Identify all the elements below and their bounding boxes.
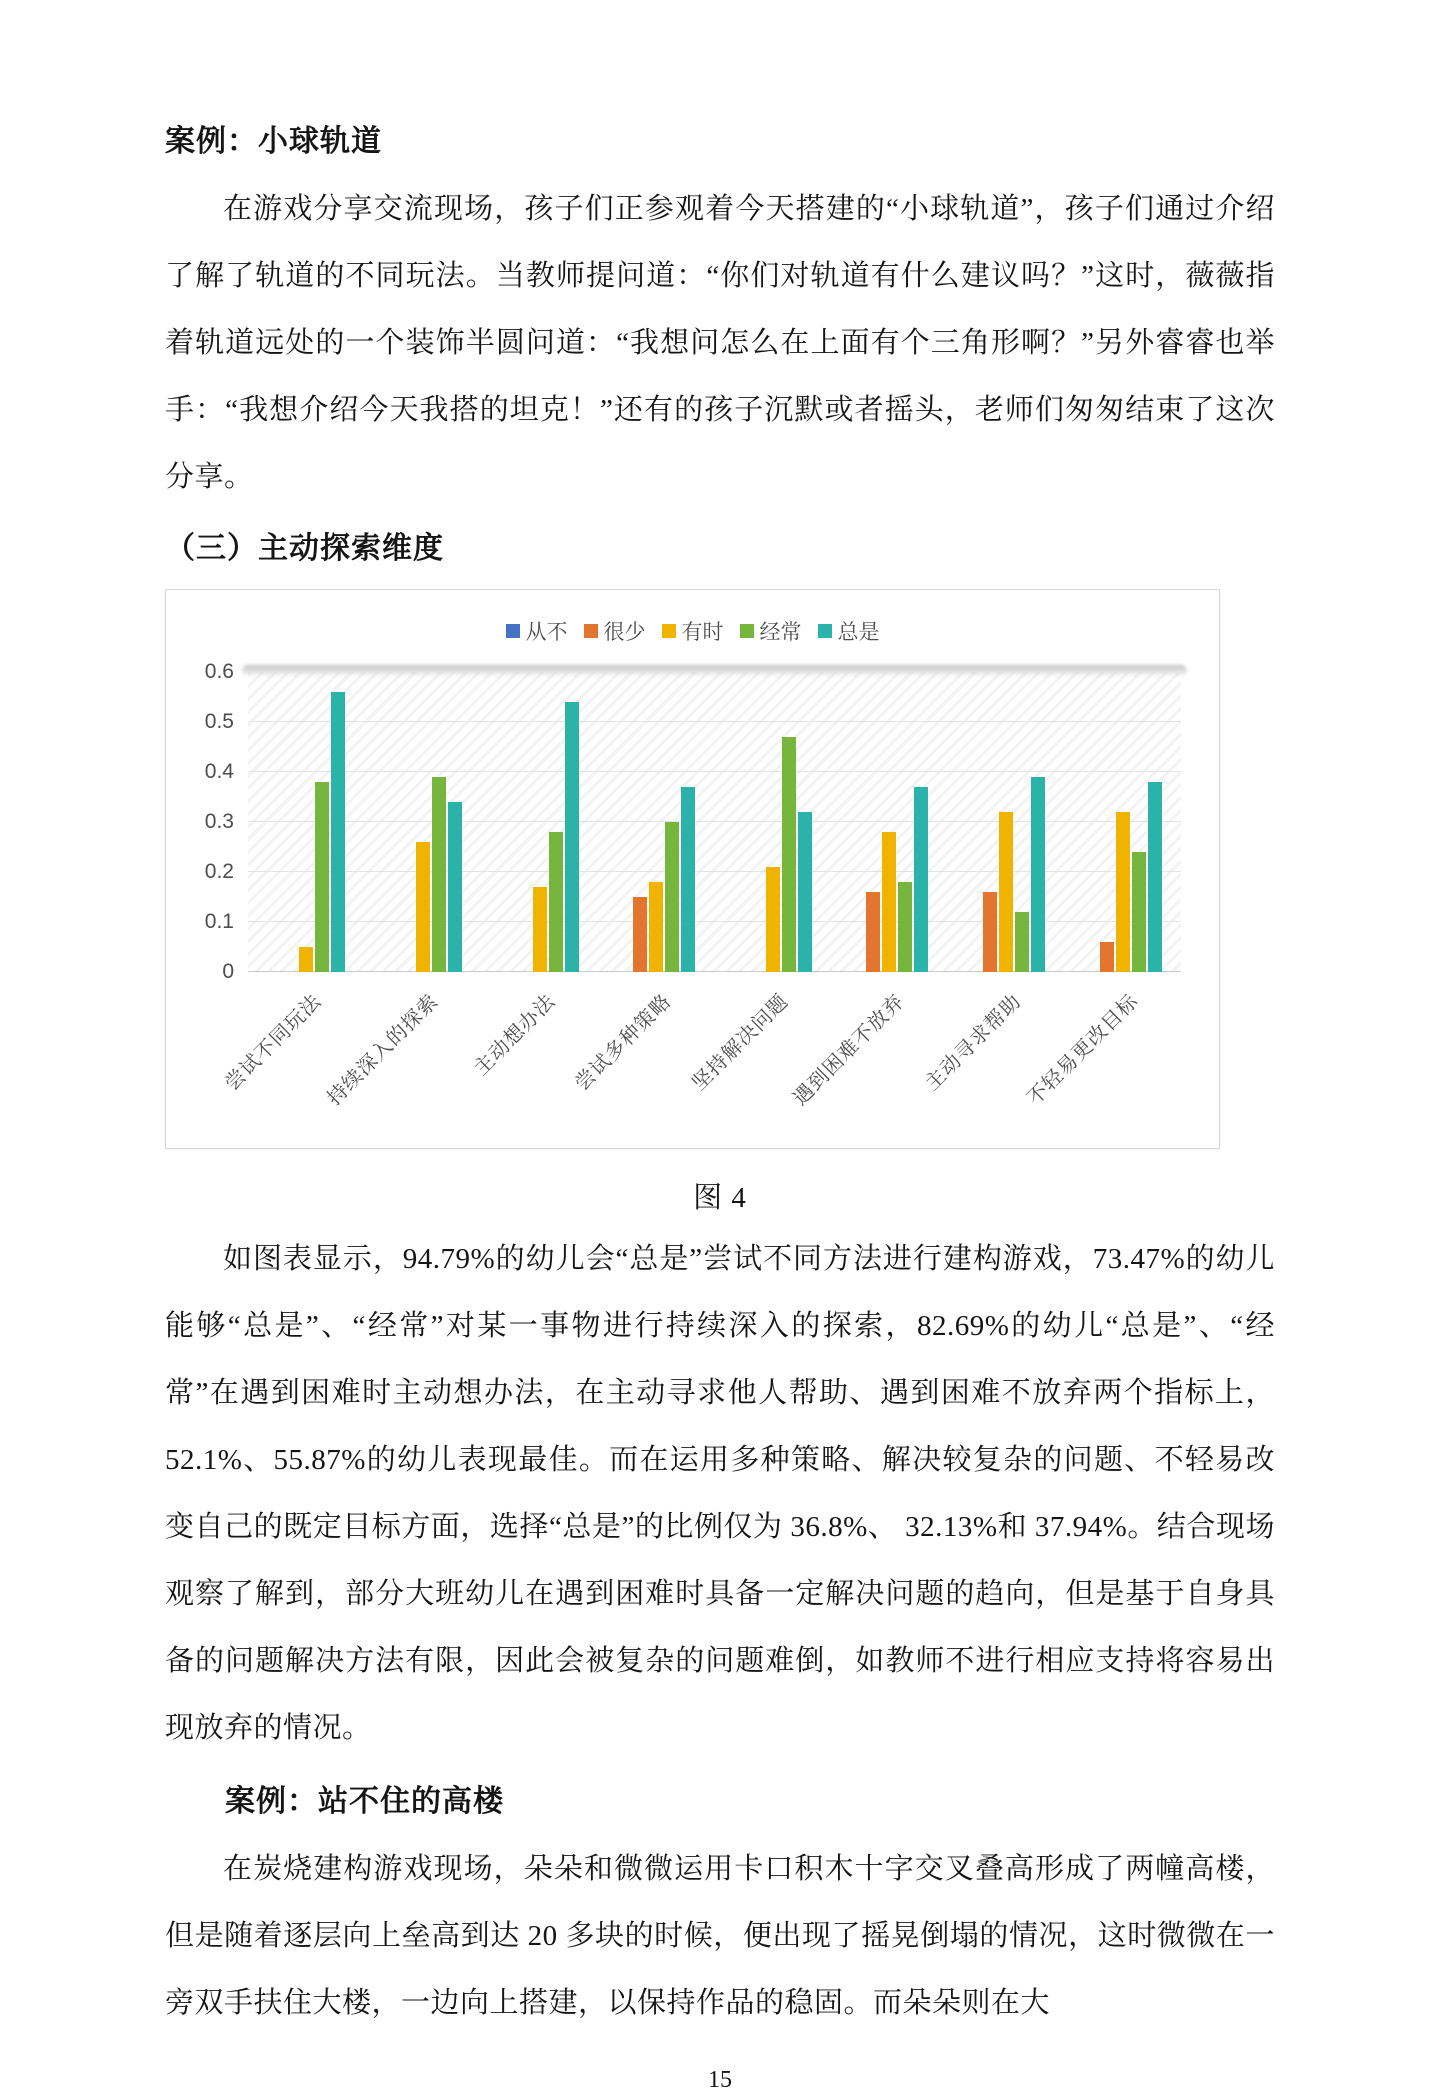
figure-caption: 图 4 (693, 1182, 747, 1214)
chart-plot-area (204, 660, 1181, 983)
figure-4-chart (165, 589, 1220, 1149)
x-axis-category-label: 遇到困难不放弃 (789, 990, 910, 1110)
chart-x-axis-labels (221, 980, 1181, 1140)
bar-总是 (565, 702, 579, 972)
legend-swatch-icon (662, 624, 676, 638)
y-axis-tick-label: 0.4 (204, 760, 234, 783)
bar-有时 (416, 842, 430, 972)
legend-item-经常 (740, 616, 802, 646)
paragraph-case1: 在游戏分享交流现场，孩子们正参观着今天搭建的“小球轨道”，孩子们通过介绍了解了轨道的不同玩法。当教师提问道：“你们对轨道有什么建议吗？”这时，薇薇指着轨道远处的一个装饰半圆问道：“我想问怎么在上面有个三角形啊？”另外睿睿也举手：“我想介绍今天我搭的坦克！”还有的孩子沉默或者摇头，老师们匆匆结束了这次分享。 (165, 193, 1275, 493)
bar-经常 (782, 737, 796, 972)
bar-有时 (649, 882, 663, 972)
x-axis-category-label: 主动寻求帮助 (921, 990, 1026, 1095)
x-axis-category-label: 尝试多种策略 (571, 990, 676, 1095)
bar-很少 (983, 892, 997, 972)
bar-group-6 (831, 672, 948, 972)
bar-很少 (866, 892, 880, 972)
bar-group-1 (248, 672, 365, 972)
bar-经常 (432, 777, 446, 972)
bar-总是 (914, 787, 928, 972)
x-axis-category-label: 尝试不同玩法 (221, 990, 327, 1095)
bar-group-5 (715, 672, 832, 972)
bar-经常 (898, 882, 912, 972)
bar-group-3 (481, 672, 598, 972)
x-axis-category-label: 坚持解决问题 (687, 990, 793, 1095)
legend-item-总是 (818, 616, 880, 646)
legend-item-很少 (584, 616, 646, 646)
bar-总是 (448, 802, 462, 972)
bar-有时 (533, 887, 547, 972)
bar-经常 (315, 782, 329, 972)
case1-heading: 案例：小球轨道 (165, 125, 382, 158)
legend-swatch-icon (740, 624, 754, 638)
bar-group-2 (365, 672, 482, 972)
legend-label: 总是 (837, 621, 880, 644)
bar-有时 (299, 947, 313, 972)
y-axis-tick-label: 0.2 (204, 860, 234, 883)
legend-label: 从不 (525, 621, 568, 644)
x-axis-category-label: 持续深入的探索 (323, 990, 443, 1110)
x-axis-category-label: 不轻易更改目标 (1022, 990, 1143, 1110)
bar-group-7 (948, 672, 1065, 972)
bar-group-4 (598, 672, 715, 972)
bar-总是 (798, 812, 812, 972)
bar-总是 (681, 787, 695, 972)
bar-总是 (1031, 777, 1045, 972)
y-axis-tick-label: 0 (222, 960, 234, 983)
bar-经常 (665, 822, 679, 972)
page-number: 15 (708, 2067, 732, 2093)
legend-item-从不 (506, 616, 568, 646)
legend-label: 有时 (681, 621, 724, 644)
paragraph-analysis: 如图表显示，94.79%的幼儿会“总是”尝试不同方法进行建构游戏，73.47%的幼儿能够“总是”、“经常”对某一事物进行持续深入的探索，82.69%的幼儿“总是”、“经常”在遇到困难时主动想办法，在主动寻求他人帮助、遇到困难不放弃两个指标上，52.1%、55.87%的幼儿表现最佳。而在运用多种策略、解决较复杂的问题、不轻易改变自己的既定目标方面，选择“总是”的比例仅为 36.8%、 32.13%和 37.94%。结合现场观察了解到，部分大班幼儿在遇到困难时具备一定解决问题的趋向，但是基于自身具备的问题解决方法有限，因此会被复杂的问题难倒，如教师不进行相应支持将容易出现放弃的情况。 (165, 1243, 1275, 1744)
legend-label: 很少 (603, 621, 646, 644)
bar-经常 (1015, 912, 1029, 972)
x-axis-category-label: 主动想办法 (469, 990, 560, 1081)
chart-legend (166, 616, 1219, 646)
bar-有时 (999, 812, 1013, 972)
paragraph-case2: 在炭烧建构游戏现场，朵朵和微微运用卡口积木十字交叉叠高形成了两幢高楼，但是随着逐层向上垒高到达 20 多块的时候，便出现了摇晃倒塌的情况，这时微微在一旁双手扶住大楼，一边向上搭建，以保持作品的稳固。而朵朵则在大 (165, 1853, 1275, 2019)
y-axis-tick-label: 0.5 (204, 710, 234, 733)
bar-很少 (1100, 942, 1114, 972)
bar-经常 (1132, 852, 1146, 972)
y-axis-tick-label: 0.1 (204, 910, 234, 933)
legend-label: 经常 (759, 621, 802, 644)
bar-有时 (1116, 812, 1130, 972)
y-axis-tick-label: 0.6 (204, 660, 234, 683)
bar-group-8 (1064, 672, 1181, 972)
bar-groups (248, 672, 1181, 972)
y-axis-tick-label: 0.3 (204, 810, 234, 833)
bar-有时 (766, 867, 780, 972)
legend-swatch-icon (584, 624, 598, 638)
bar-很少 (633, 897, 647, 972)
section-heading: （三）主动探索维度 (165, 532, 444, 565)
bar-有时 (882, 832, 896, 972)
bar-经常 (549, 832, 563, 972)
bar-总是 (1148, 782, 1162, 972)
page-content (165, 116, 1275, 2094)
bar-总是 (331, 692, 345, 972)
case2-heading: 案例：站不住的高楼 (225, 1785, 504, 1818)
legend-swatch-icon (506, 624, 520, 638)
legend-item-有时 (662, 616, 724, 646)
legend-swatch-icon (818, 624, 832, 638)
